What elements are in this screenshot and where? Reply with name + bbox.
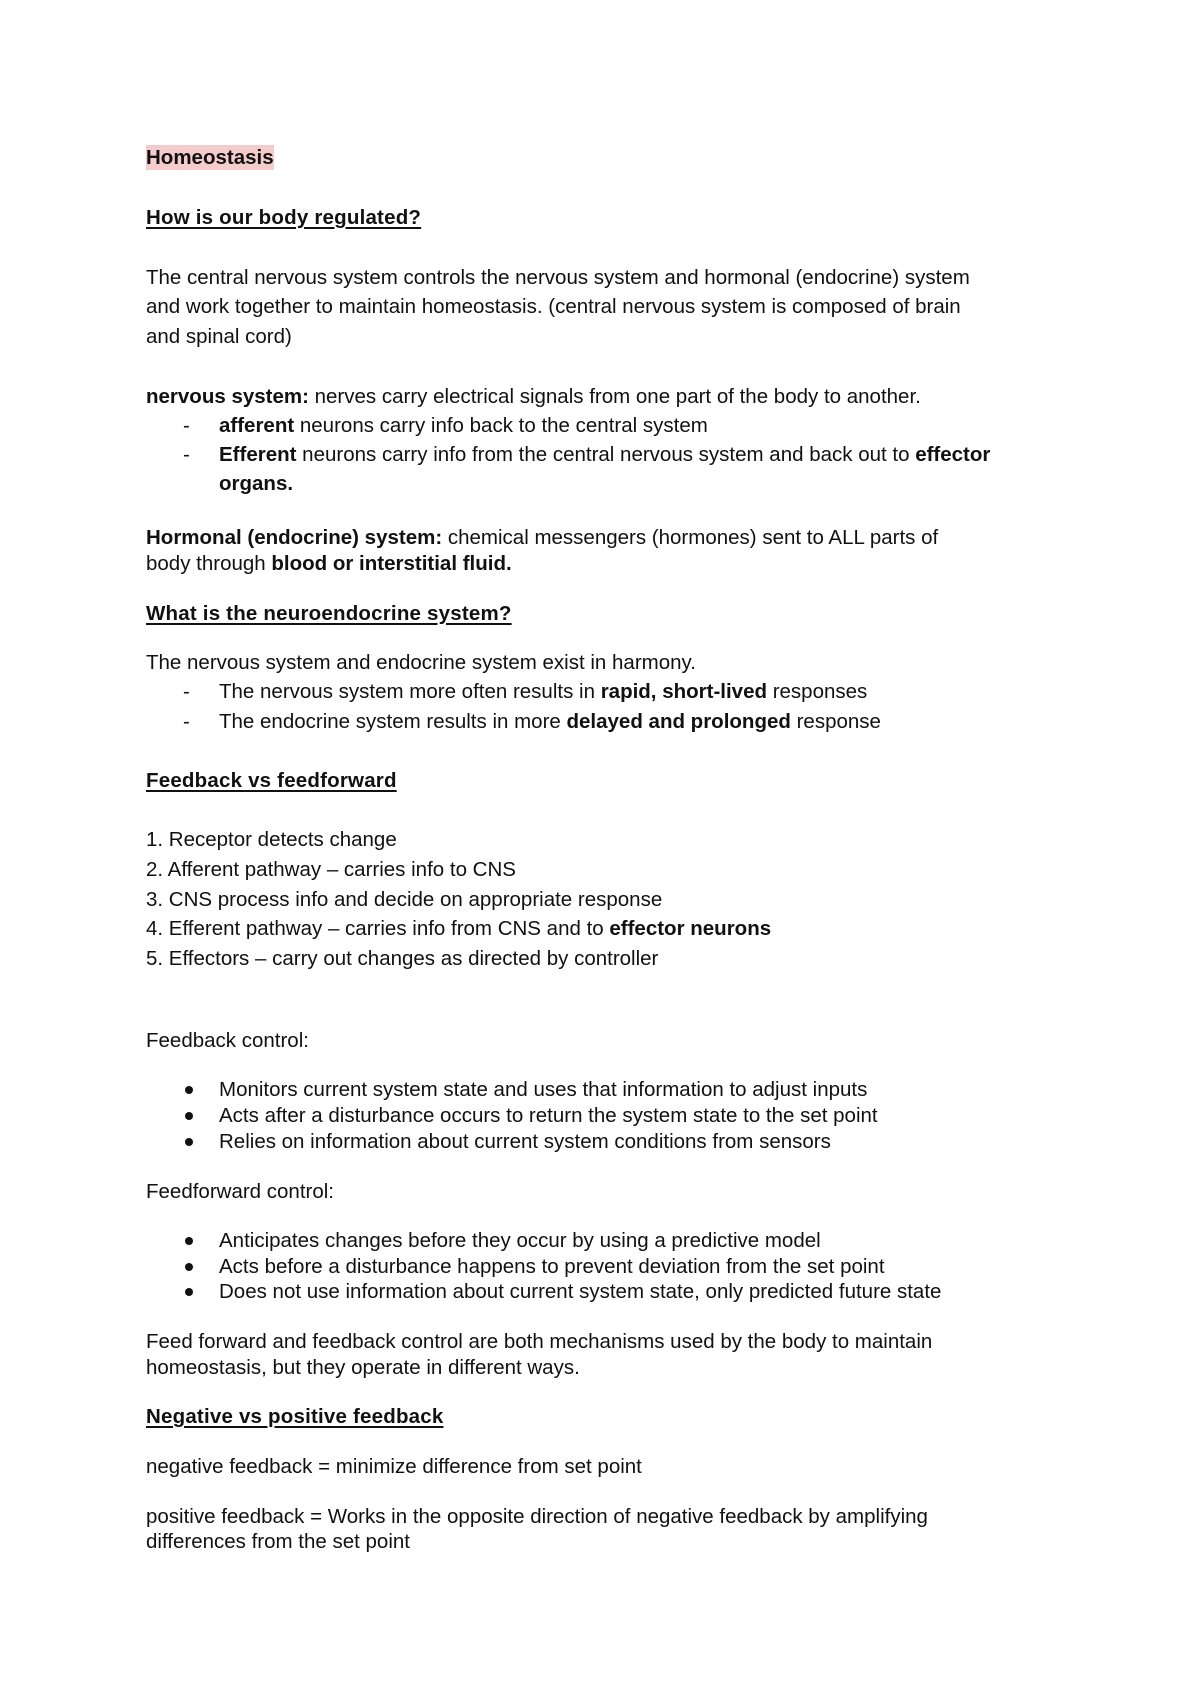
title-highlight: Homeostasis bbox=[146, 146, 274, 169]
positive-feedback-line: differences from the set point bbox=[146, 1530, 410, 1553]
feedforward-control-label: Feedforward control: bbox=[146, 1180, 335, 1203]
heading-body-regulated: How is our body regulated? bbox=[146, 206, 422, 229]
step-item: 1. Receptor detects change bbox=[146, 828, 397, 851]
step-item: 3. CNS process info and decide on appropriate response bbox=[146, 888, 663, 911]
item-text: neurons carry info from the central nervous system and back out to bbox=[296, 443, 916, 466]
item-text: neurons carry info back to the central system bbox=[294, 414, 708, 437]
paragraph-line: and spinal cord) bbox=[146, 325, 292, 348]
bold-term: effector bbox=[915, 443, 991, 466]
hormonal-system-text: chemical messengers (hormones) sent to ALL parts of bbox=[442, 526, 939, 549]
item-text: response bbox=[790, 710, 881, 733]
step-item: 2. Afferent pathway – carries info to CNS bbox=[146, 858, 516, 881]
list-item bbox=[219, 680, 867, 704]
hormonal-system-line bbox=[146, 526, 938, 550]
bold-term: rapid, short-lived bbox=[600, 680, 767, 703]
bullet-item: Anticipates changes before they occur by using a predictive model bbox=[219, 1229, 821, 1252]
hormonal-system-label: Hormonal (endocrine) system: bbox=[146, 526, 443, 549]
document-title bbox=[146, 146, 274, 170]
bullet-item: Relies on information about current system conditions from sensors bbox=[219, 1130, 831, 1153]
negative-feedback-line: negative feedback = minimize difference from set point bbox=[146, 1455, 642, 1478]
bullet-icon bbox=[185, 1086, 193, 1094]
dash-marker: - bbox=[183, 414, 190, 437]
paragraph-line: The nervous system and endocrine system exist in harmony. bbox=[146, 651, 696, 674]
feedback-control-label: Feedback control: bbox=[146, 1029, 309, 1052]
bullet-item: Acts after a disturbance occurs to return the system state to the set point bbox=[219, 1104, 878, 1127]
step-text: 4. Efferent pathway – carries info from CNS and to bbox=[146, 917, 610, 940]
paragraph-line: and work together to maintain homeostasis. (central nervous system is composed of brain bbox=[146, 295, 961, 318]
positive-feedback-line: positive feedback = Works in the opposite direction of negative feedback by amplifying bbox=[146, 1505, 928, 1528]
nervous-system-text: nerves carry electrical signals from one part of the body to another. bbox=[308, 385, 921, 408]
list-item bbox=[219, 443, 990, 467]
nervous-system-label: nervous system: bbox=[146, 385, 309, 408]
heading-neuroendocrine: What is the neuroendocrine system? bbox=[146, 602, 512, 625]
heading-negative-positive: Negative vs positive feedback bbox=[146, 1405, 444, 1428]
bold-term: blood or interstitial fluid. bbox=[271, 552, 512, 575]
summary-line: homeostasis, but they operate in different ways. bbox=[146, 1356, 580, 1379]
list-item bbox=[219, 414, 708, 438]
bold-term: afferent bbox=[219, 414, 295, 437]
item-text: The nervous system more often results in bbox=[219, 680, 601, 703]
heading-feedback-feedforward: Feedback vs feedforward bbox=[146, 769, 397, 792]
bullet-icon bbox=[185, 1263, 193, 1271]
list-item bbox=[219, 710, 881, 734]
bold-term: Efferent bbox=[219, 443, 297, 466]
step-item: 5. Effectors – carry out changes as directed by controller bbox=[146, 947, 659, 970]
nervous-system-line bbox=[146, 385, 921, 409]
bullet-item: Monitors current system state and uses that information to adjust inputs bbox=[219, 1078, 868, 1101]
bullet-icon bbox=[185, 1237, 193, 1245]
hormonal-text: body through bbox=[146, 552, 272, 575]
bullet-item: Does not use information about current system state, only predicted future state bbox=[219, 1280, 942, 1303]
bold-term: effector neurons bbox=[609, 917, 772, 940]
bullet-icon bbox=[185, 1288, 193, 1296]
hormonal-system-line-2 bbox=[146, 552, 512, 576]
item-text: responses bbox=[767, 680, 868, 703]
dash-marker: - bbox=[183, 710, 190, 733]
item-text: The endocrine system results in more bbox=[219, 710, 567, 733]
paragraph-line: The central nervous system controls the nervous system and hormonal (endocrine) system bbox=[146, 266, 970, 289]
bullet-icon bbox=[185, 1138, 193, 1146]
step-item bbox=[146, 917, 771, 941]
dash-marker: - bbox=[183, 443, 190, 466]
bullet-item: Acts before a disturbance happens to prevent deviation from the set point bbox=[219, 1255, 885, 1278]
bold-term: delayed and prolonged bbox=[566, 710, 791, 733]
bullet-icon bbox=[185, 1112, 193, 1120]
summary-line: Feed forward and feedback control are both mechanisms used by the body to maintain bbox=[146, 1330, 933, 1353]
dash-marker: - bbox=[183, 680, 190, 703]
list-item-continuation: organs. bbox=[219, 472, 294, 495]
